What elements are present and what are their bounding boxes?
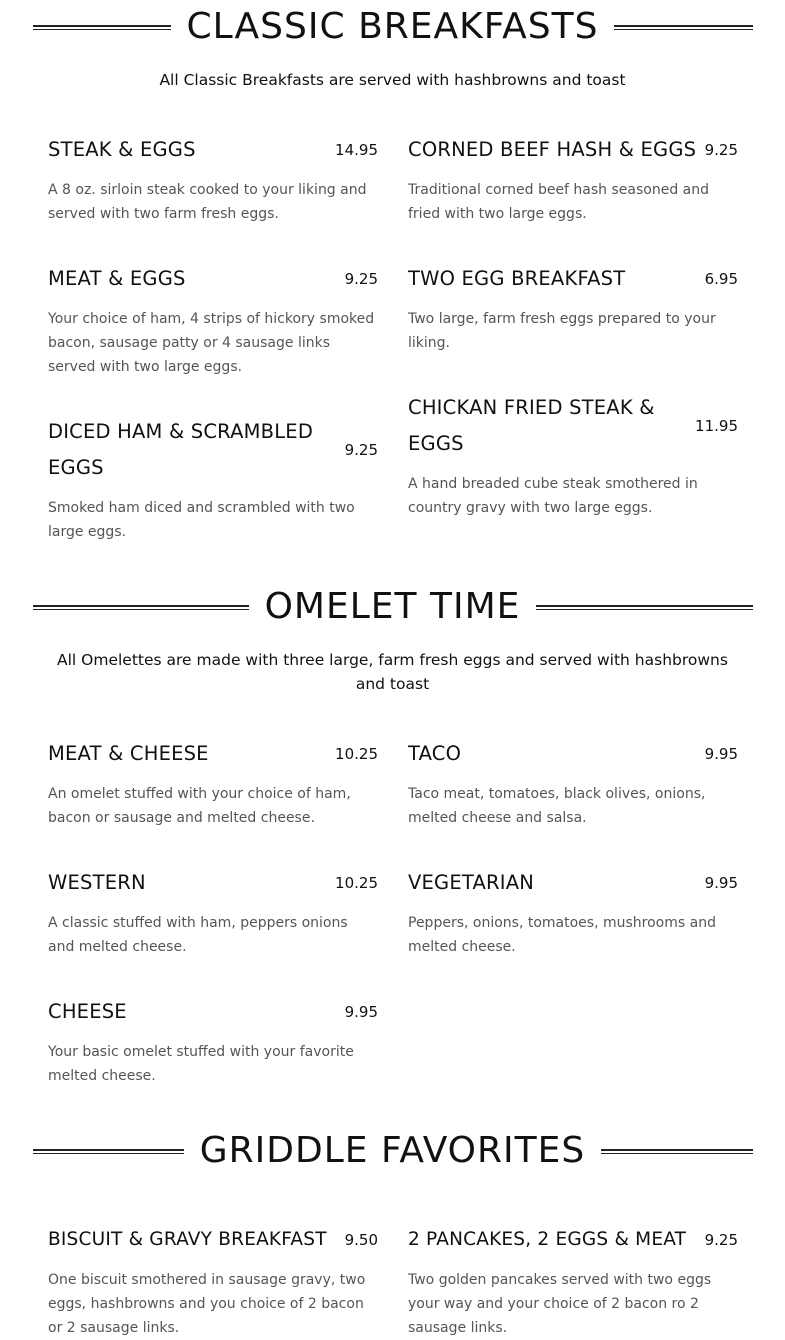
item-description: Your choice of ham, 4 strips of hickory smoked bacon, sausage patty or 4 sausage links served with two large eggs. (48, 311, 375, 375)
menu-item (48, 261, 378, 379)
item-price: 9.25 (704, 1231, 738, 1249)
item-description: Your basic omelet stuffed with your favorite melted cheese. (48, 1044, 354, 1084)
item-description: An omelet stuffed with your choice of ham, bacon or sausage and melted cheese. (48, 786, 351, 826)
menu-item (408, 261, 738, 355)
item-price: 10.25 (335, 745, 378, 763)
item-price: 14.95 (335, 141, 378, 159)
item-price: 9.95 (344, 1003, 378, 1021)
menu-item (408, 390, 738, 520)
item-price: 9.95 (704, 874, 738, 892)
item-name: CORNED BEEF HASH & EGGS (408, 138, 697, 161)
item-name: TWO EGG BREAKFAST (408, 267, 626, 290)
item-name: TACO (408, 742, 462, 765)
section-heading-row (0, 580, 785, 634)
menu-item (408, 736, 738, 830)
item-description: One biscuit smothered in sausage gravy, two eggs, hashbrowns and you choice of 2 bacon or 2 sausage links. (48, 1272, 366, 1336)
section-title: CLASSIC BREAKFASTS (0, 0, 785, 54)
item-name: 2 PANCAKES, 2 EGGS & MEAT (408, 1229, 687, 1250)
item-name: CHICKAN FRIED STEAK & EGGS (408, 396, 655, 455)
section-classic-breakfasts (0, 0, 785, 540)
menu-item (48, 1222, 378, 1340)
item-name: WESTERN (48, 871, 146, 894)
menu-item (48, 414, 378, 544)
menu-item (408, 132, 738, 226)
item-description: A classic stuffed with ham, peppers onions and melted cheese. (48, 915, 348, 955)
section-title: OMELET TIME (0, 580, 785, 634)
menu-item (48, 132, 378, 226)
menu-item (48, 736, 378, 830)
item-description: Peppers, onions, tomatoes, mushrooms and melted cheese. (408, 915, 716, 955)
item-name: STEAK & EGGS (48, 138, 196, 161)
menu-item (48, 994, 378, 1088)
menu-item (408, 1222, 738, 1340)
item-name: DICED HAM & SCRAMBLED EGGS (48, 420, 314, 479)
item-price: 9.50 (344, 1231, 378, 1249)
item-price: 6.95 (704, 270, 738, 288)
item-description: A hand breaded cube steak smothered in country gravy with two large eggs. (408, 476, 698, 516)
item-description: Two large, farm fresh eggs prepared to your liking. (408, 311, 716, 351)
item-name: VEGETARIAN (408, 871, 535, 894)
item-name: CHEESE (48, 1000, 127, 1023)
section-subtitle: All Classic Breakfasts are served with hashbrowns and toast (159, 71, 626, 89)
section-heading-row (0, 0, 785, 54)
item-price: 11.95 (695, 417, 738, 435)
item-price: 10.25 (335, 874, 378, 892)
item-price: 9.95 (704, 745, 738, 763)
menu-item (408, 865, 738, 959)
menu-item (48, 865, 378, 959)
item-price: 9.25 (704, 141, 738, 159)
item-name: MEAT & CHEESE (48, 742, 209, 765)
section-omelet-time (0, 580, 785, 1084)
section-title: GRIDDLE FAVORITES (0, 1124, 785, 1178)
item-description: A 8 oz. sirloin steak cooked to your liking and served with two farm fresh eggs. (48, 182, 367, 222)
item-price: 9.25 (344, 441, 378, 459)
section-heading-row (0, 1124, 785, 1178)
item-name: BISCUIT & GRAVY BREAKFAST (48, 1229, 327, 1250)
item-description: Traditional corned beef hash seasoned and fried with two large eggs. (408, 182, 710, 222)
section-griddle-favorites (0, 1124, 785, 1336)
section-subtitle: All Omelettes are made with three large, farm fresh eggs and served with hashbrowns and toast (57, 651, 728, 693)
item-description: Smoked ham diced and scrambled with two large eggs. (48, 500, 355, 540)
item-description: Two golden pancakes served with two eggs your way and your choice of 2 bacon ro 2 sausage links. (408, 1272, 712, 1336)
item-price: 9.25 (344, 270, 378, 288)
item-description: Taco meat, tomatoes, black olives, onions, melted cheese and salsa. (408, 786, 706, 826)
item-name: MEAT & EGGS (48, 267, 186, 290)
